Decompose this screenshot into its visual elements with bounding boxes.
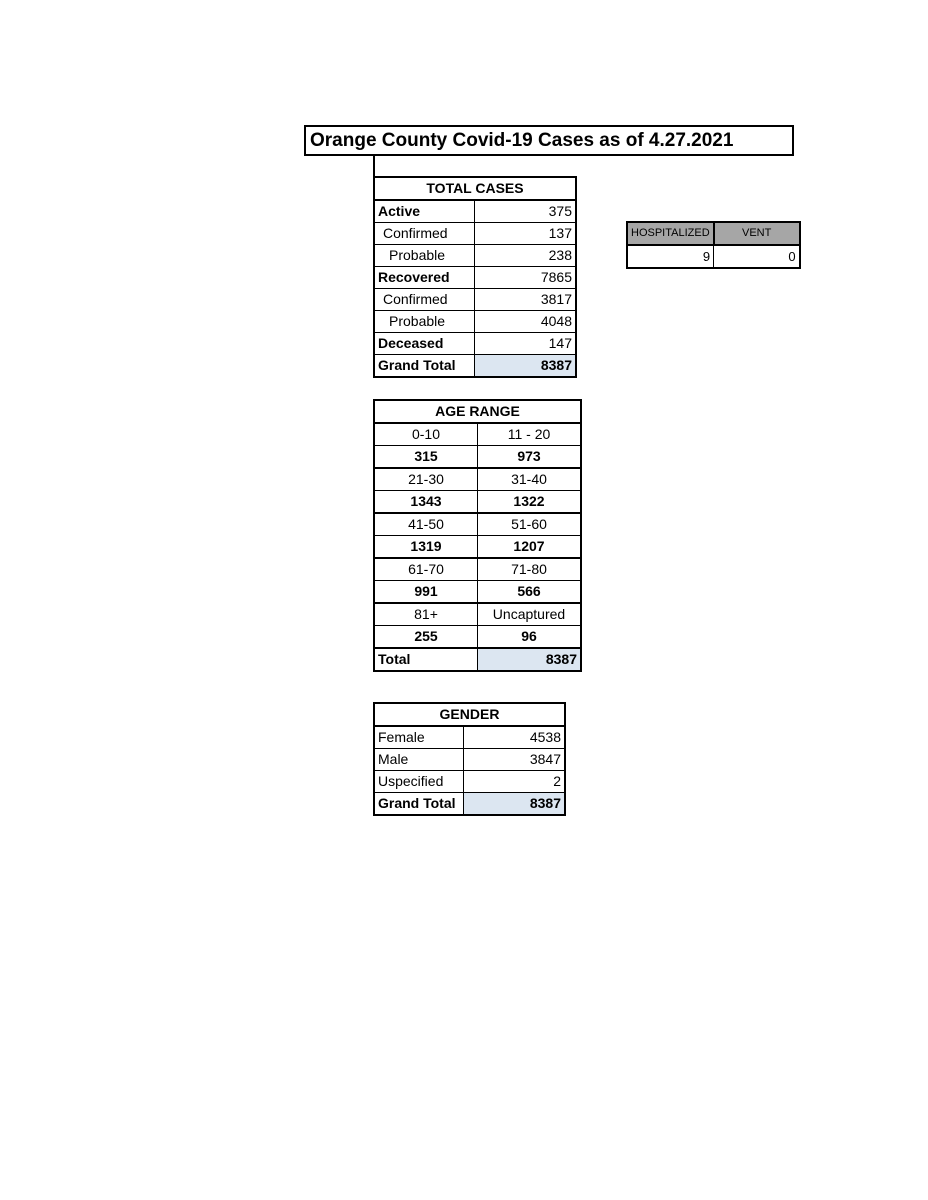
male-label: Male	[374, 749, 464, 771]
age-label: 0-10	[374, 423, 478, 446]
table-row	[374, 423, 581, 446]
table-row	[374, 267, 576, 289]
table-row	[374, 200, 576, 223]
table-row	[374, 749, 565, 771]
age-range-header: AGE RANGE	[374, 400, 581, 423]
table-row	[374, 771, 565, 793]
recovered-probable-label: Probable	[374, 311, 475, 333]
active-confirmed-label: Confirmed	[374, 223, 475, 245]
age-label: Uncaptured	[478, 603, 582, 626]
recovered-value: 7865	[475, 267, 577, 289]
recovered-label: Recovered	[374, 267, 475, 289]
active-probable-label: Probable	[374, 245, 475, 267]
age-total-value: 8387	[478, 648, 582, 671]
age-value: 1343	[374, 491, 478, 514]
grand-total-label: Grand Total	[374, 355, 475, 378]
table-row	[374, 223, 576, 245]
title-connector-line	[373, 154, 375, 176]
table-row	[374, 603, 581, 626]
hospitalized-table	[626, 221, 801, 269]
grand-total-value: 8387	[475, 355, 577, 378]
table-row	[374, 446, 581, 469]
deceased-value: 147	[475, 333, 577, 355]
age-label: 61-70	[374, 558, 478, 581]
table-row	[374, 648, 581, 671]
table-row	[627, 245, 800, 268]
age-label: 71-80	[478, 558, 582, 581]
table-row	[374, 536, 581, 559]
unspecified-label: Uspecified	[374, 771, 464, 793]
active-probable-value: 238	[475, 245, 577, 267]
table-row	[374, 333, 576, 355]
age-label: 51-60	[478, 513, 582, 536]
active-label: Active	[374, 200, 475, 223]
age-value: 255	[374, 626, 478, 649]
vent-header: VENT	[714, 222, 800, 245]
age-label: 41-50	[374, 513, 478, 536]
unspecified-value: 2	[464, 771, 566, 793]
female-value: 4538	[464, 726, 566, 749]
deceased-label: Deceased	[374, 333, 475, 355]
age-label: 31-40	[478, 468, 582, 491]
recovered-confirmed-label: Confirmed	[374, 289, 475, 311]
table-row	[374, 311, 576, 333]
recovered-confirmed-value: 3817	[475, 289, 577, 311]
age-value: 991	[374, 581, 478, 604]
age-value: 1207	[478, 536, 582, 559]
age-value: 973	[478, 446, 582, 469]
page-title: Orange County Covid-19 Cases as of 4.27.2021	[304, 125, 794, 156]
age-label: 81+	[374, 603, 478, 626]
age-range-table	[373, 399, 582, 672]
age-value: 1319	[374, 536, 478, 559]
table-row	[374, 581, 581, 604]
age-label: 11 - 20	[478, 423, 582, 446]
gender-header: GENDER	[374, 703, 565, 726]
female-label: Female	[374, 726, 464, 749]
gender-grand-total-label: Grand Total	[374, 793, 464, 816]
active-value: 375	[475, 200, 577, 223]
table-row	[374, 355, 576, 378]
table-row	[374, 626, 581, 649]
gender-grand-total-value: 8387	[464, 793, 566, 816]
age-label: 21-30	[374, 468, 478, 491]
table-row	[374, 491, 581, 514]
hospitalized-value: 9	[627, 245, 714, 268]
gender-table	[373, 702, 566, 816]
table-row	[374, 513, 581, 536]
active-confirmed-value: 137	[475, 223, 577, 245]
vent-value: 0	[714, 245, 800, 268]
total-cases-header: TOTAL CASES	[374, 177, 576, 200]
table-row	[374, 558, 581, 581]
recovered-probable-value: 4048	[475, 311, 577, 333]
age-value: 96	[478, 626, 582, 649]
age-total-label: Total	[374, 648, 478, 671]
age-value: 1322	[478, 491, 582, 514]
age-value: 315	[374, 446, 478, 469]
table-row	[374, 793, 565, 816]
table-row	[374, 726, 565, 749]
table-row	[374, 468, 581, 491]
male-value: 3847	[464, 749, 566, 771]
total-cases-table	[373, 176, 577, 378]
table-row	[374, 289, 576, 311]
table-row	[374, 245, 576, 267]
age-value: 566	[478, 581, 582, 604]
hospitalized-header: HOSPITALIZED	[627, 222, 714, 245]
